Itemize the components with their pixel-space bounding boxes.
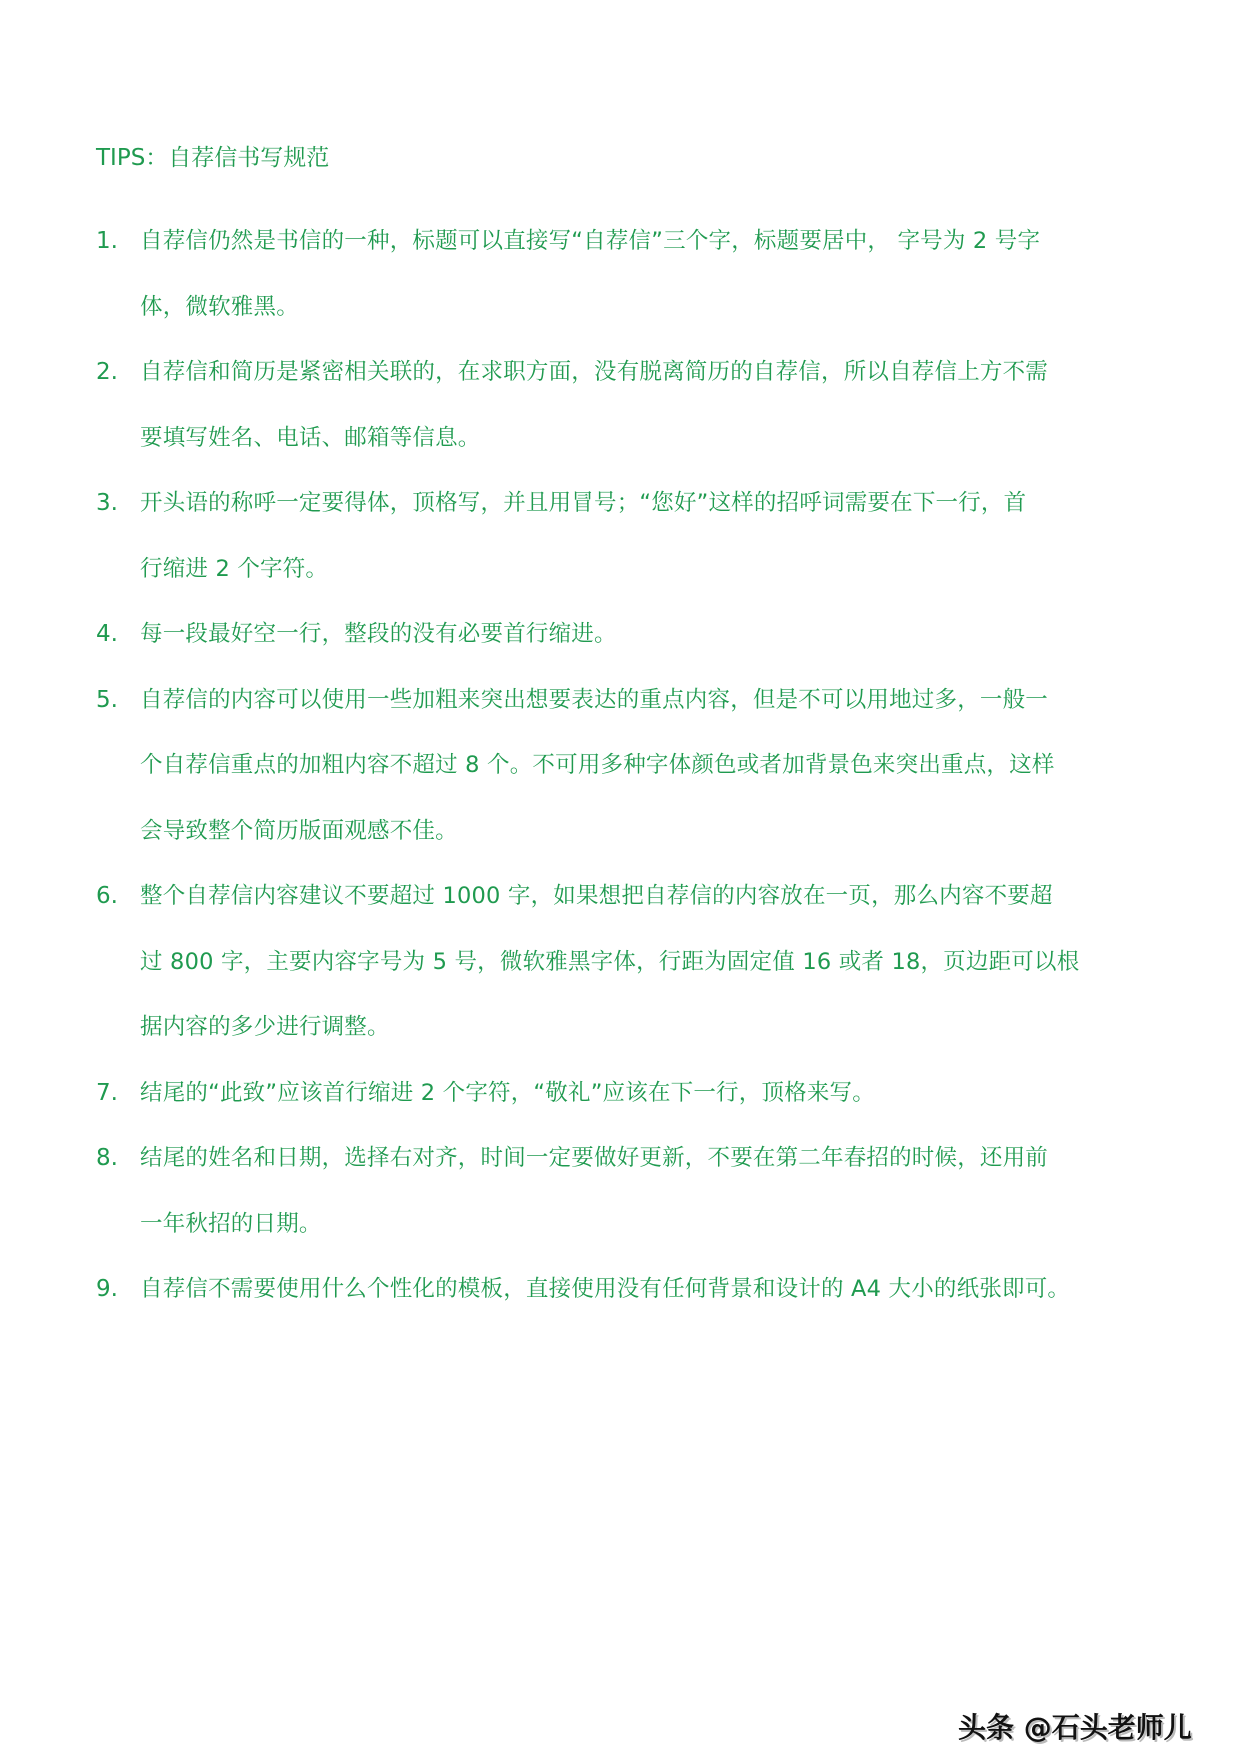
list-item-text: 体，微软雅黑。: [140, 293, 299, 320]
list-item-text: 据内容的多少进行调整。: [140, 1014, 390, 1040]
watermark: 头条 @石头老师儿: [958, 1711, 1192, 1744]
list-item-text: 自荐信的内容可以使用一些加粗来突出想要表达的重点内容，但是不可以用地过多，一般一: [140, 686, 1049, 713]
list-item-text: 结尾的姓名和日期，选择右对齐，时间一定要做好更新，不要在第二年春招的时候，还用前: [140, 1145, 1049, 1171]
list-item-number: 5.: [96, 686, 118, 713]
list-item-text: 整个自荐信内容建议不要超过 1000 字，如果想把自荐信的内容放在一页，那么内容不要超: [140, 883, 1053, 909]
list-item: [96, 1126, 1196, 1257]
list-item-number: 4.: [96, 621, 118, 647]
list-item: [96, 471, 1196, 602]
list-item-text: 一年秋招的日期。: [140, 1210, 322, 1237]
list-item-number: 3.: [96, 490, 118, 516]
list-item: [96, 209, 1196, 340]
list-item-text: 个自荐信重点的加粗内容不超过 8 个。不可用多种字体颜色或者加背景色来突出重点，这样: [140, 752, 1055, 778]
list-item-text: 自荐信不需要使用什么个性化的模板，直接使用没有任何背景和设计的 A4 大小的纸张即可。: [140, 1276, 1071, 1302]
list-item-text: 过 800 字，主要内容字号为 5 号，微软雅黑字体，行距为固定值 16 或者 18，页边距可以根: [140, 948, 1080, 975]
list-item: [96, 602, 1196, 668]
list-item-number: 2.: [96, 359, 118, 385]
list-item-text: 结尾的“此致”应该首行缩进 2 个字符，“敬礼”应该在下一行，顶格来写。: [140, 1079, 875, 1106]
list-item: [96, 340, 1196, 471]
list-item: [96, 668, 1196, 865]
tips-list: [96, 209, 1196, 1323]
list-item-number: 1.: [96, 228, 118, 254]
list-item: [96, 1257, 1196, 1323]
list-item-text: 会导致整个简历版面观感不佳。: [140, 817, 458, 844]
list-item-text: 自荐信仍然是书信的一种，标题可以直接写“自荐信”三个字，标题要居中， 字号为 2 号字: [140, 228, 1041, 254]
list-item-text: 行缩进 2 个字符。: [140, 555, 329, 582]
list-item-text: 每一段最好空一行，整段的没有必要首行缩进。: [140, 621, 617, 647]
list-item: [96, 864, 1196, 1061]
list-item: [96, 1061, 1196, 1127]
page-title: TIPS：自荐信书写规范: [96, 145, 330, 171]
list-item-text: 自荐信和简历是紧密相关联的，在求职方面，没有脱离简历的自荐信，所以自荐信上方不需: [140, 359, 1049, 385]
list-item-number: 6.: [96, 883, 118, 909]
list-item-text: 要填写姓名、电话、邮箱等信息。: [140, 424, 481, 451]
list-item-number: 9.: [96, 1276, 118, 1302]
list-item-number: 8.: [96, 1145, 118, 1171]
list-item-text: 开头语的称呼一定要得体，顶格写，并且用冒号；“您好”这样的招呼词需要在下一行，首: [140, 490, 1027, 516]
list-item-number: 7.: [96, 1079, 118, 1106]
